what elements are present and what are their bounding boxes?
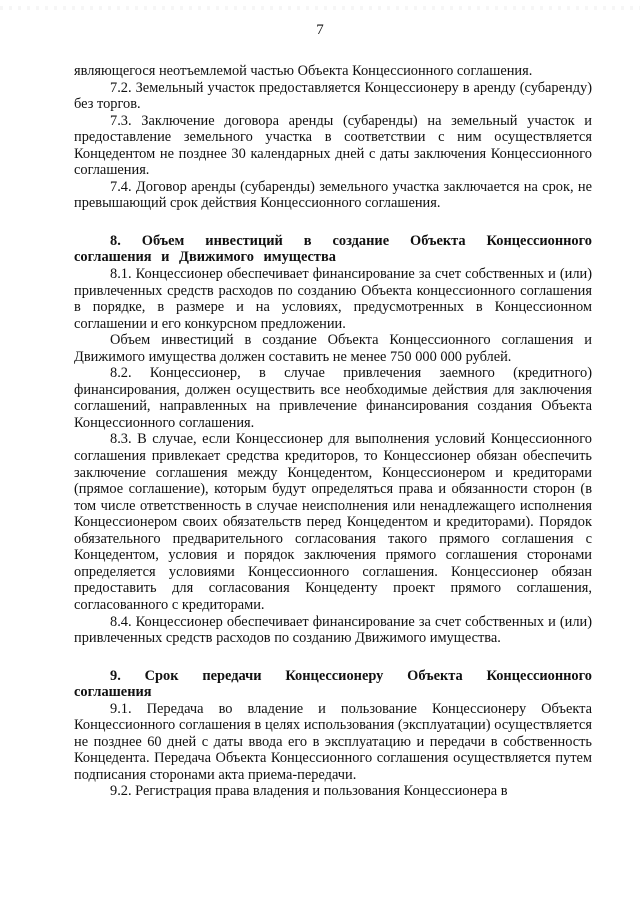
page-number: 7 (316, 22, 324, 38)
section-heading: 8. Объем инвестиций в создание Объекта Концессионного соглашения и Движимого имущества (74, 232, 592, 266)
paragraph: 7.2. Земельный участок предоставляется Концессионеру в аренду (субаренду) без торгов. (74, 79, 592, 113)
paragraph: являющегося неотъемлемой частью Объекта Концессионного соглашения. (74, 63, 533, 79)
paragraph: 9.2. Регистрация права владения и пользования Концессионера в (110, 783, 508, 800)
paragraph: 7.4. Договор аренды (субаренды) земельного участка заключается на срок, не превышающий срок действия Концессионного соглашения. (74, 178, 592, 212)
section-spacer (74, 647, 592, 668)
scan-artifact (0, 6, 640, 10)
paragraph: 8.1. Концессионер обеспечивает финансирование за счет собственных и (или) привлеченных средств расходов по созданию Объекта концессионного соглашения в порядке, в размере и на условиях, предусмотренных в Концессионном соглашении и его конкурсном предложении. (74, 266, 592, 332)
section-spacer (74, 212, 592, 233)
document-body (74, 63, 592, 800)
paragraph: 8.4. Концессионер обеспечивает финансирование за счет собственных и (или) привлеченных средств расходов по созданию Движимого имущества. (74, 613, 592, 647)
paragraph: 8.3. В случае, если Концессионер для выполнения условий Концессионного соглашения привлекает средства кредиторов, то Концессионер обязан обеспечить заключение соглашения между Концедентом, Концессионером и кредиторами (прямое соглашение), которым будут определяться права и обязанности сторон (в том числе ответственность в случае неисполнения или ненадлежащего исполнения Концессионером своих обязательств перед Концедентом и кредиторами). Порядок обязательного предварительного согласования такого прямого соглашения с Концедентом, условия и порядок заключения прямого соглашения сторонами определяется условиями Концессионного соглашения. Концессионер обязан предоставить для согласования Концеденту проект прямого соглашения, согласованного с кредиторами. (74, 431, 592, 613)
paragraph: 8.2. Концессионер, в случае привлечения заемного (кредитного) финансирования, должен осуществить все необходимые действия для заключения соглашений, направленных на привлечение финансирования создания Объекта Концессионного соглашения. (74, 365, 592, 431)
section-heading: 9. Срок передачи Концессионеру Объекта Концессионного соглашения (74, 667, 592, 701)
paragraph: Объем инвестиций в создание Объекта Концессионного соглашения и Движимого имущества должен составить не менее 750 000 000 рублей. (74, 332, 592, 365)
paragraph: 9.1. Передача во владение и пользование Концессионеру Объекта Концессионного соглашения в целях использования (эксплуатации) осуществляется не позднее 60 дней с даты ввода его в эксплуатацию и передачи в собственность Концедента. Передача Объекта Концессионного соглашения осуществляется путем подписания сторонами акта приема-передачи. (74, 700, 592, 783)
paragraph: 7.3. Заключение договора аренды (субаренды) на земельный участок и предоставление земельного участка в соответствии с ним осуществляется Концедентом не позднее 30 календарных дней с даты заключения Концессионного соглашения. (74, 112, 592, 179)
